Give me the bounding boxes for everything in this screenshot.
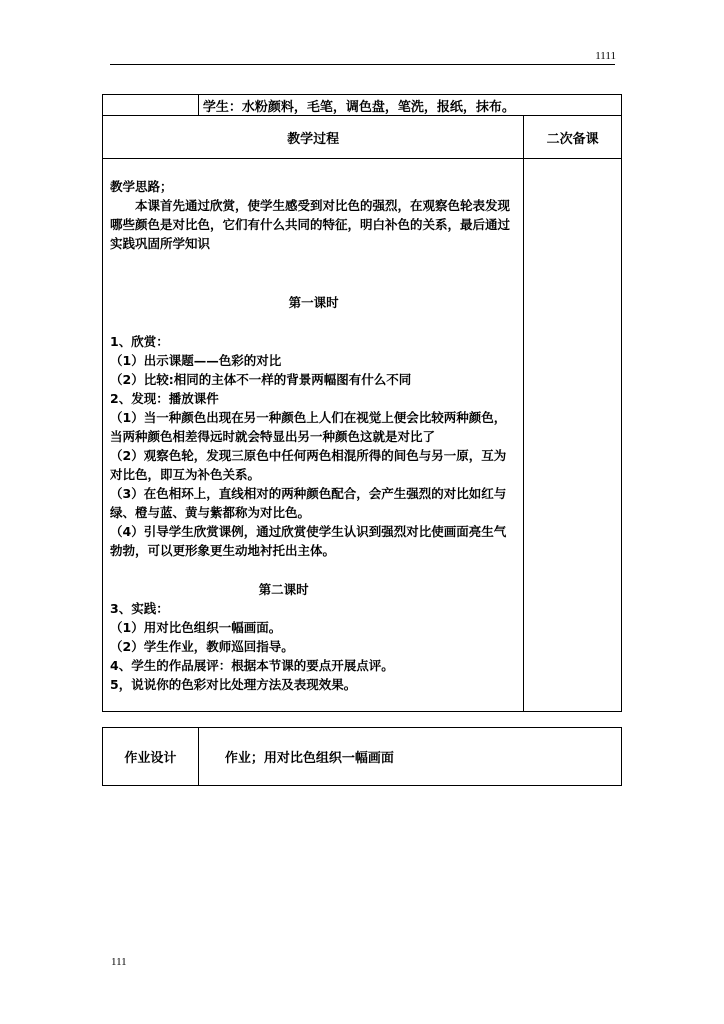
header-row	[103, 116, 622, 159]
lesson1-line: （3）在色相环上，直线相对的两种颜色配合，会产生强烈的对比如红与绿、橙与蓝、黄与紫都称为对比色。	[110, 486, 507, 520]
lesson2-line: （2）学生作业，教师巡回指导。	[110, 639, 294, 654]
lesson2-title: 第二课时	[258, 582, 309, 597]
second-prep-content	[524, 159, 622, 712]
homework-label: 作业设计	[103, 728, 199, 786]
lesson1-title: 第一课时	[288, 295, 339, 310]
thinking-title: 教学思路；	[110, 179, 173, 194]
homework-text: 作业；用对比色组织一幅画面	[198, 728, 621, 786]
header-rule	[110, 64, 615, 65]
lesson1-line: （2）观察色轮，发现三原色中任何两色相混所得的间色与另一原，互为对比色，即互为补色关系。	[110, 448, 507, 482]
lesson2-line: 5，说说你的色彩对比处理方法及表现效果。	[110, 677, 357, 692]
lesson1-line: （1）当一种颜色出现在另一种颜色上人们在视觉上便会比较两种颜色，当两种颜色相差得远时就会特显出另一种颜色这就是对比了	[110, 410, 507, 444]
lesson1-line: 1、欣赏：	[110, 334, 169, 349]
thinking-body: 本课首先通过欣赏，使学生感受到对比色的强烈，在观察色轮表发现哪些颜色是对比色，它们有什么共同的特征，明白补色的关系，最后通过实践巩固所学知识	[110, 198, 511, 251]
header-page-number: 1111	[595, 50, 616, 62]
materials-text: 学生：水粉颜料，毛笔，调色盘，笔洗，报纸，抹布。	[198, 95, 621, 116]
lesson1-line: （2）比较:相同的主体不一样的背景两幅图有什么不同	[110, 372, 412, 387]
lesson1-line: （1）出示课题——色彩的对比	[110, 353, 282, 368]
materials-row	[103, 95, 622, 116]
materials-empty-cell	[103, 95, 199, 116]
process-header: 教学过程	[103, 116, 524, 159]
lesson2-line: 4、学生的作品展评：根据本节课的要点开展点评。	[110, 658, 394, 673]
second-prep-header: 二次备课	[524, 116, 622, 159]
lesson2-line: （1）用对比色组织一幅画面。	[110, 620, 282, 635]
process-content	[103, 159, 524, 712]
lesson2-line: 3、实践：	[110, 601, 169, 616]
lesson-plan-table	[102, 94, 622, 712]
lesson1-line: 2、发现：播放课件	[110, 391, 219, 406]
content-row	[103, 159, 622, 712]
homework-row	[103, 728, 622, 786]
homework-table	[102, 727, 622, 786]
lesson1-line: （4）引导学生欣赏课例，通过欣赏使学生认识到强烈对比使画面亮生气勃勃，可以更形象更生动地衬托出主体。	[110, 524, 507, 558]
footer-page-number: 111	[111, 956, 127, 968]
